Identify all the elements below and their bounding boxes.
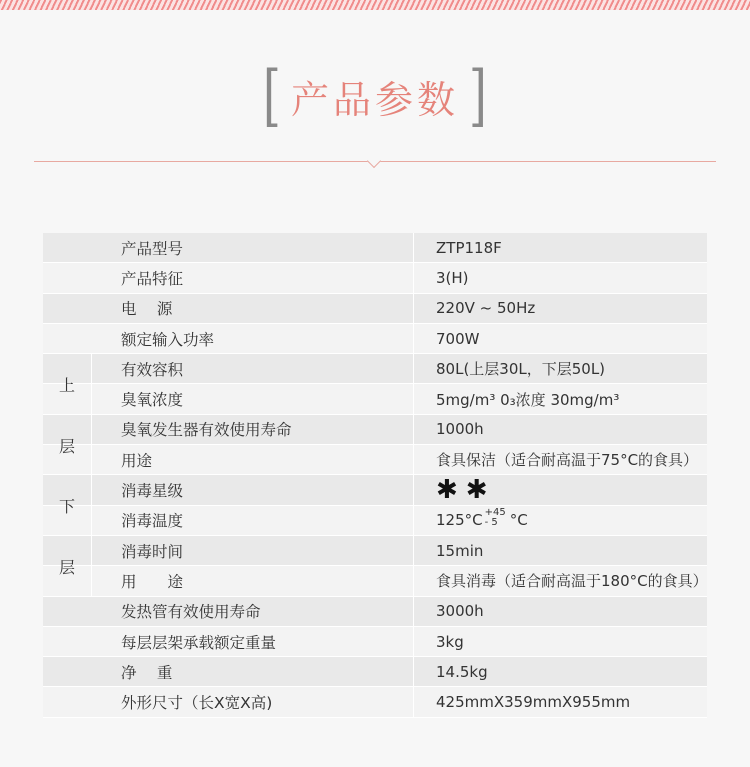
row-value: 1000h bbox=[436, 420, 484, 439]
table-row bbox=[43, 263, 707, 293]
row-value: 3000h bbox=[436, 602, 484, 621]
row-label: 消毒星级 bbox=[93, 475, 414, 504]
row-value: 15min bbox=[436, 541, 484, 560]
upper-layer-group bbox=[43, 354, 92, 475]
row-label: 有效容积 bbox=[93, 354, 414, 383]
table-row bbox=[43, 536, 707, 566]
upper-group-char-1: 上 bbox=[58, 375, 75, 395]
temperature-tolerance bbox=[485, 508, 506, 528]
table-row bbox=[43, 233, 707, 263]
row-value: 3kg bbox=[436, 632, 464, 651]
table-row bbox=[43, 445, 707, 475]
lower-group-char-2: 层 bbox=[58, 557, 75, 577]
row-label: 用途 bbox=[93, 445, 414, 474]
row-value: 食具消毒（适合耐高温于180°C的食具） bbox=[436, 572, 708, 591]
divider-notch bbox=[367, 154, 381, 168]
top-decorative-stripe bbox=[0, 0, 750, 10]
tolerance-plus: +45 bbox=[484, 507, 506, 519]
row-label: 额定输入功率 bbox=[93, 324, 414, 353]
row-value: 220V ~ 50Hz bbox=[436, 299, 536, 318]
row-label: 臭氧浓度 bbox=[93, 384, 414, 413]
tolerance-minus: - 5 bbox=[484, 517, 498, 529]
lower-layer-group bbox=[43, 475, 92, 596]
tolerance-unit: °C bbox=[509, 511, 528, 530]
row-label: 用 途 bbox=[93, 566, 414, 595]
right-bracket: ] bbox=[468, 57, 487, 134]
row-label: 净 重 bbox=[93, 657, 414, 686]
row-label: 臭氧发生器有效使用寿命 bbox=[93, 415, 414, 444]
row-value: 425mmX359mmX955mm bbox=[436, 693, 631, 712]
table-row bbox=[43, 354, 707, 384]
left-bracket: [ bbox=[263, 57, 282, 134]
table-row bbox=[43, 566, 707, 596]
row-value: 14.5kg bbox=[436, 662, 488, 681]
row-label: 电 源 bbox=[93, 294, 414, 323]
row-label: 消毒时间 bbox=[93, 536, 414, 565]
upper-group-char-2: 层 bbox=[58, 436, 75, 456]
star-rating: ✱✱ bbox=[436, 475, 496, 506]
row-label: 消毒温度 bbox=[93, 506, 414, 535]
row-value: ZTP118F bbox=[436, 238, 502, 257]
row-value: 125°C bbox=[436, 511, 483, 530]
row-value: 5mg/m³ 0₃浓度 30mg/m³ bbox=[436, 390, 620, 409]
lower-group-char-1: 下 bbox=[58, 497, 75, 517]
table-row bbox=[43, 294, 707, 324]
spec-table bbox=[43, 233, 707, 718]
table-row bbox=[43, 597, 707, 627]
title-block bbox=[0, 57, 750, 134]
table-row bbox=[43, 657, 707, 687]
table-row bbox=[43, 687, 707, 717]
table-row bbox=[43, 384, 707, 414]
table-row bbox=[43, 627, 707, 657]
row-value: 700W bbox=[436, 329, 480, 348]
row-label: 每层层架承载额定重量 bbox=[93, 627, 414, 656]
row-label: 发热管有效使用寿命 bbox=[93, 597, 414, 626]
row-label: 产品特征 bbox=[93, 263, 414, 292]
table-row bbox=[43, 475, 707, 505]
row-label: 产品型号 bbox=[93, 233, 414, 262]
row-value: 3(H) bbox=[436, 268, 469, 287]
row-label: 外形尺寸（长X宽X高) bbox=[93, 687, 414, 716]
row-value: 食具保洁（适合耐高温于75°C的食具） bbox=[436, 451, 699, 470]
row-value: 80L(上层30L，下层50L) bbox=[436, 360, 606, 379]
table-row bbox=[43, 506, 707, 536]
table-row bbox=[43, 324, 707, 354]
table-row bbox=[43, 415, 707, 445]
page-title: 产品参数 bbox=[290, 77, 459, 122]
